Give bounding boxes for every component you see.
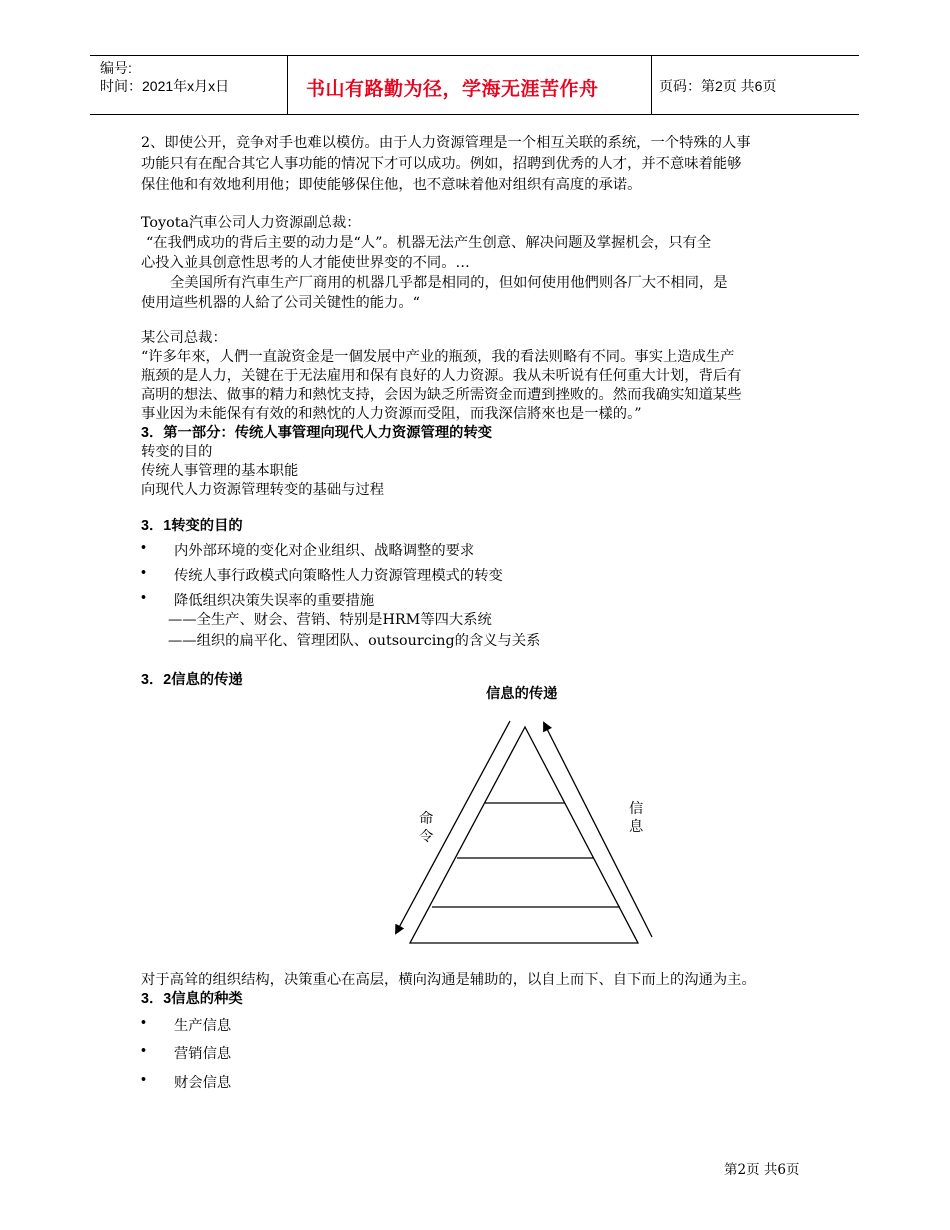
header-time-label: 时间：2021年x月x日 bbox=[100, 78, 230, 94]
p1-line3: 保住他和有效地利用他；即使能够保住他，也不意味着他对组织有高度的承诺。 bbox=[141, 177, 642, 193]
ceo-quote-line2: 瓶颈的是人力，关键在于无法雇用和保有良好的人力资源。我从未听说有任何重大计划，背后有 bbox=[141, 368, 742, 384]
section32-caption: 对于高耸的组织结构，决策重心在高层，横向沟通是辅助的，以自上而下、自下而上的沟通为主。 bbox=[141, 972, 756, 988]
toyota-quote-line3: 全美国所有汽車生产厂商用的机器几乎都是相同的，但如何使用他們则各厂大不相同，是 bbox=[170, 275, 728, 291]
ceo-title: 某公司总裁： bbox=[141, 330, 227, 346]
command-label-char-1: 命 bbox=[419, 811, 434, 827]
section32-heading: 3．2信息的传递 bbox=[141, 672, 243, 688]
command-label bbox=[419, 810, 433, 846]
information-label-char-2: 息 bbox=[629, 819, 644, 835]
section33-heading: 3．3信息的种类 bbox=[141, 991, 243, 1007]
bullet-text: 传统人事行政模式向策略性人力资源管理模式的转变 bbox=[174, 568, 503, 584]
section31-sub-2: ——组织的扁平化、管理团队、outsourcing的含义与关系 bbox=[168, 633, 541, 649]
ceo-quote-line3: 高明的想法、做事的精力和熱忱支持，会因为缺乏所需资金而遭到挫败的。然而我确实知道某些 bbox=[141, 387, 742, 403]
section31-sub-1: ——全生产、财会、营销、特别是HRM等四大系统 bbox=[168, 612, 492, 628]
command-arrow bbox=[396, 721, 510, 933]
part3-item-2: 传统人事管理的基本职能 bbox=[141, 463, 299, 479]
part3-heading: 3．第一部分：传统人事管理向现代人力资源管理的转变 bbox=[141, 425, 493, 441]
diagram-title: 信息的传递 bbox=[486, 686, 558, 702]
bullet-text: 降低组织决策失误率的重要措施 bbox=[174, 593, 375, 609]
p1-line2: 功能只有在配合其它人事功能的情况下才可以成功。例如，招聘到优秀的人才，并不意味着能够 bbox=[141, 156, 742, 172]
bullet-text: 生产信息 bbox=[174, 1018, 232, 1034]
toyota-quote-line2: 心投入並具创意性思考的人才能使世界变的不同。… bbox=[141, 255, 470, 271]
header-divider-right bbox=[651, 56, 652, 114]
bullet-text: 营销信息 bbox=[174, 1046, 232, 1062]
bullet-dot: • bbox=[141, 540, 147, 556]
bullet-dot: • bbox=[141, 1072, 147, 1088]
command-label-char-2: 令 bbox=[419, 829, 434, 845]
bullet-text: 财会信息 bbox=[174, 1075, 232, 1091]
header-motto: 书山有路勤为径，学海无涯苦作舟 bbox=[306, 78, 599, 100]
bullet-dot: • bbox=[141, 590, 147, 606]
part3-item-1: 转变的目的 bbox=[141, 444, 213, 460]
header-top-rule bbox=[90, 55, 859, 56]
toyota-quote-line4: 使用這些机器的人給了公司关键性的能力。“ bbox=[141, 295, 420, 311]
part3-item-3: 向现代人力资源管理转变的基础与过程 bbox=[141, 482, 385, 498]
header-divider-left bbox=[287, 56, 288, 114]
p1-line1: 2、即使公开，竞争对手也难以模仿。由于人力资源管理是一个相互关联的系统，一个特殊的人事 bbox=[141, 135, 751, 151]
bullet-dot: • bbox=[141, 565, 147, 581]
header-bottom-rule bbox=[90, 114, 859, 115]
pyramid-triangle bbox=[410, 727, 638, 943]
ceo-quote-line4: 事业因为未能保有有效的和熱忱的人力资源而受阻，而我深信將來也是一樣的。” bbox=[141, 406, 642, 422]
information-label-char-1: 信 bbox=[629, 801, 644, 817]
footer-page-number: 第2页 共6页 bbox=[724, 1162, 800, 1178]
ceo-quote-line1: “许多年來，人們一直說资金是一個发展中产业的瓶颈，我的看法则略有不同。事实上造成生产 bbox=[141, 349, 735, 365]
header-number-label: 编号: bbox=[100, 60, 132, 76]
bullet-dot: • bbox=[141, 1015, 147, 1031]
section31-heading: 3．1转变的目的 bbox=[141, 518, 243, 534]
toyota-title: Toyota汽車公司人力资源副总裁： bbox=[141, 215, 361, 231]
bullet-text: 内外部环境的变化对企业组织、战略调整的要求 bbox=[174, 543, 475, 559]
header-page-label: 页码：第2页 共6页 bbox=[659, 78, 777, 94]
toyota-quote-line1: “在我們成功的背后主要的动力是“人”。机器无法产生创意、解决问题及掌握机会，只有全 bbox=[146, 235, 712, 251]
bullet-dot: • bbox=[141, 1043, 147, 1059]
information-label bbox=[629, 800, 643, 836]
